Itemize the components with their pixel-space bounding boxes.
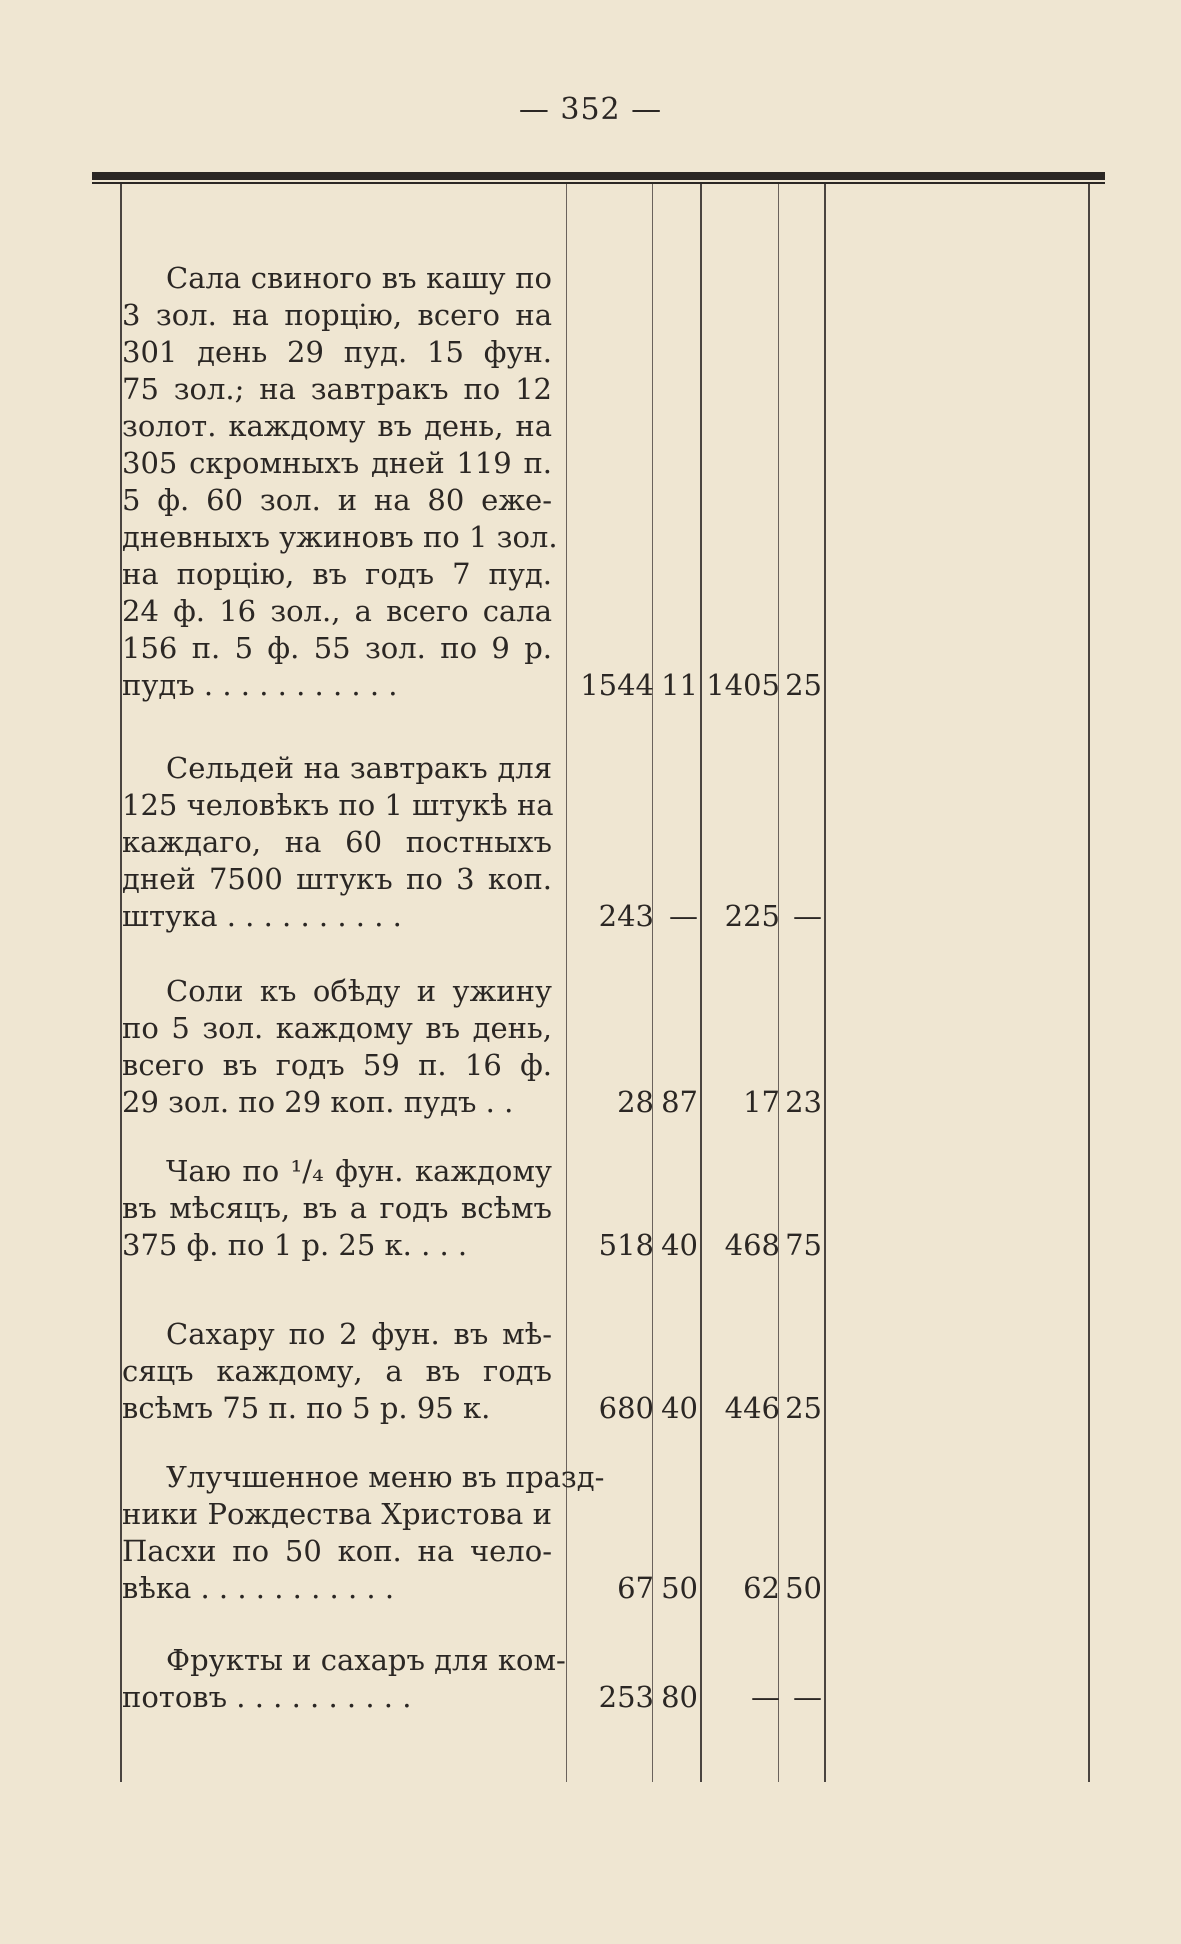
entry-text: всѣмъ 75 п. по 5 р. 95 к. [122, 1391, 491, 1425]
amount-rubles-2: 62 [743, 1571, 780, 1605]
entry-text: 301 день 29 пуд. 15 фун. [122, 335, 552, 369]
right-border-line [1088, 184, 1090, 1782]
table-row [122, 1153, 552, 1264]
table-top-rule [92, 172, 1105, 180]
entry-text: 156 п. 5 ф. 55 зол. по 9 р. [122, 631, 552, 665]
entry-text: 305 скромныхъ дней 119 п. [122, 446, 552, 480]
entry-text: Сельдей на завтракъ для [166, 751, 552, 785]
amount-kopecks-2: 25 [785, 668, 822, 702]
entry-text: сяцъ каждому, а въ годъ [122, 1354, 552, 1388]
entry-text: по 5 зол. каждому въ день, [122, 1011, 552, 1045]
entry-text: 29 зол. по 29 коп. пудъ . . [122, 1085, 514, 1119]
entry-text: дней 7500 штукъ по 3 коп. [122, 862, 552, 896]
entry-text: Соли къ обѣду и ужину [166, 974, 552, 1008]
entry-text: Пасхи по 50 коп. на чело- [122, 1534, 552, 1568]
amount-kopecks-1: 80 [661, 1680, 698, 1714]
entry-text: ники Рождества Христова и [122, 1497, 552, 1531]
entry-text: Сахару по 2 фун. въ мѣ- [166, 1317, 552, 1351]
entry-text: Чаю по ¹/₄ фун. каждому [166, 1154, 552, 1188]
column-rule [778, 184, 779, 1782]
entry-text: 125 человѣкъ по 1 штукѣ на [122, 788, 554, 822]
entry-text: каждаго, на 60 постныхъ [122, 825, 552, 859]
amount-kopecks-2: 50 [785, 1571, 822, 1605]
amount-kopecks-2: 75 [785, 1228, 822, 1262]
entry-text: дневныхъ ужиновъ по 1 зол. [122, 520, 558, 554]
entry-text: штука . . . . . . . . . . [122, 899, 402, 933]
table-row [122, 750, 552, 935]
amount-kopecks-1: 87 [661, 1085, 698, 1119]
amount-rubles-2: — [751, 1680, 780, 1714]
column-rule [700, 184, 702, 1782]
amount-rubles-1: 518 [598, 1228, 654, 1262]
amount-rubles-1: 28 [617, 1085, 654, 1119]
entry-text: 75 зол.; на завтракъ по 12 [122, 372, 552, 406]
entry-text: 5 ф. 60 зол. и на 80 еже- [122, 483, 552, 517]
table-row [122, 973, 552, 1121]
amount-rubles-1: 253 [598, 1680, 654, 1714]
entry-text: потовъ . . . . . . . . . . [122, 1680, 412, 1714]
table-row [122, 1642, 566, 1716]
amount-kopecks-1: — [669, 899, 698, 933]
entry-text: золот. каждому въ день, на [122, 409, 552, 443]
entry-text: Сала свиного въ кашу по [166, 261, 552, 295]
table-row [122, 1459, 605, 1607]
amount-kopecks-2: — [793, 899, 822, 933]
amount-rubles-2: 468 [724, 1228, 780, 1262]
entry-text: всего въ годъ 59 п. 16 ф. [122, 1048, 552, 1082]
entry-text: Фрукты и сахаръ для ком- [166, 1643, 566, 1677]
amount-kopecks-1: 40 [661, 1228, 698, 1262]
amount-rubles-2: 1405 [706, 668, 780, 702]
amount-kopecks-1: 11 [661, 668, 698, 702]
table-row [122, 1316, 552, 1427]
column-rule [652, 184, 653, 1782]
amount-kopecks-1: 40 [661, 1391, 698, 1425]
amount-kopecks-2: — [793, 1680, 822, 1714]
entry-text: 375 ф. по 1 р. 25 к. . . . [122, 1228, 468, 1262]
page-number: — 352 — [518, 92, 663, 127]
entry-text: вѣка . . . . . . . . . . . [122, 1571, 395, 1605]
column-rule [824, 184, 826, 1782]
amount-kopecks-2: 25 [785, 1391, 822, 1425]
entry-text: на порцію, въ годъ 7 пуд. [122, 557, 552, 591]
entry-text: въ мѣсяцъ, въ а годъ всѣмъ [122, 1191, 552, 1225]
entry-text: пудъ . . . . . . . . . . . [122, 668, 398, 702]
entry-text: 3 зол. на порцію, всего на [122, 298, 552, 332]
amount-rubles-1: 680 [598, 1391, 654, 1425]
amount-rubles-2: 225 [724, 899, 780, 933]
amount-kopecks-2: 23 [785, 1085, 822, 1119]
entry-text: 24 ф. 16 зол., а всего сала [122, 594, 552, 628]
amount-rubles-1: 1544 [580, 668, 654, 702]
amount-rubles-1: 243 [598, 899, 654, 933]
amount-rubles-2: 446 [724, 1391, 780, 1425]
amount-rubles-2: 17 [743, 1085, 780, 1119]
table-row [122, 260, 558, 704]
amount-rubles-1: 67 [617, 1571, 654, 1605]
column-rule [566, 184, 567, 1782]
amount-kopecks-1: 50 [661, 1571, 698, 1605]
entry-text: Улучшенное меню въ празд- [166, 1460, 605, 1494]
